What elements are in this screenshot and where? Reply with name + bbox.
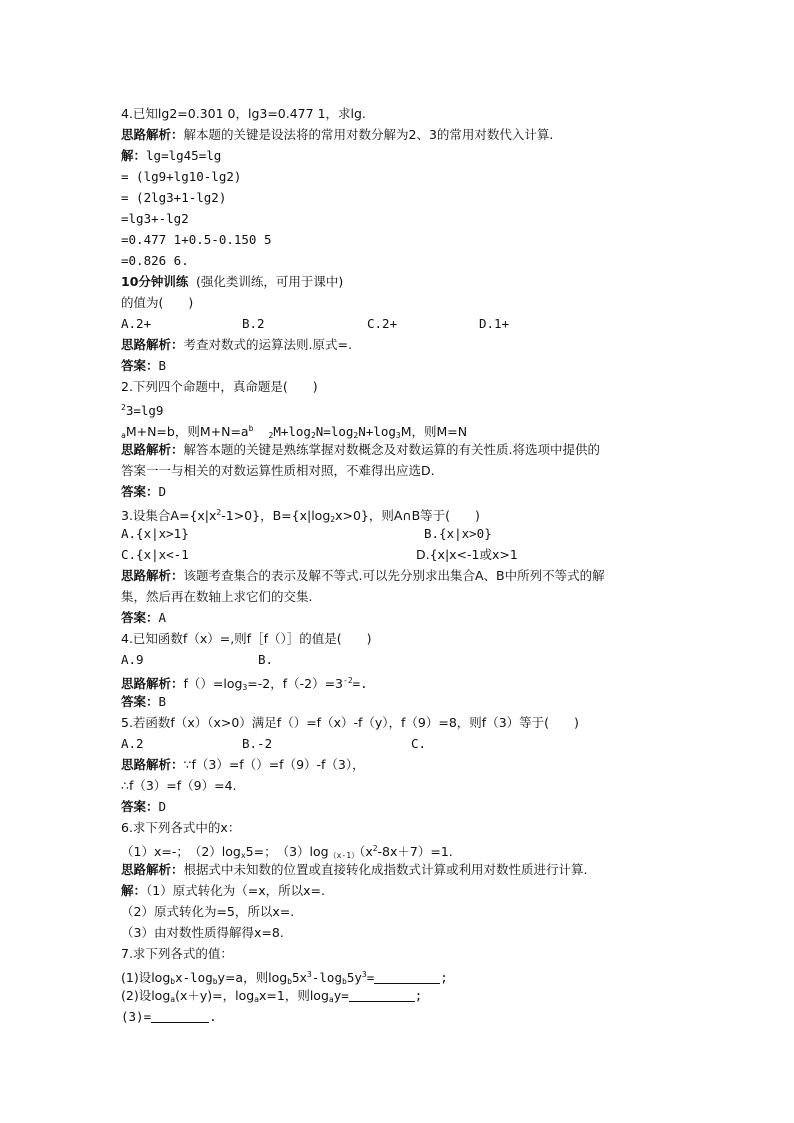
t4-analysis: 思路解析：$f()=\log_3=-2$，$f(-2)=3^{-2}=$.: [121, 676, 368, 692]
t1-analysis: 思路解析：考查对数式的运算法则.原式=.: [121, 337, 352, 352]
t4-problem: 4.已知函数f（x）=,则f［f（）］的值是( ): [121, 631, 372, 646]
t2-analysis-line-1: 思路解析：解答本题的关键是熟练掌握对数概念及对数运算的有关性质.将选项中提供的: [121, 442, 600, 457]
t6-solution-2: （2）原式转化为=5，所以x=.: [121, 904, 295, 919]
t3-analysis-line-1: 思路解析：该题考查集合的表示及解不等式.可以先分别求出集合A、B中所列不等式的解: [121, 568, 605, 583]
q4-solution-line-5: =0.477 1+0.5-0.150 5: [121, 232, 272, 247]
t6-problem: 6.求下列各式中的x：: [121, 820, 241, 835]
t1-answer: 答案：B: [121, 358, 167, 373]
answer-blank-1[interactable]: [374, 971, 440, 984]
q4-solution-line-2: = (lg9+lg10-lg2): [121, 169, 242, 184]
answer-blank-2[interactable]: [349, 989, 415, 1002]
q4-solution-line-6: =0.826 6.: [121, 253, 189, 268]
t5-answer: 答案：D: [121, 799, 167, 814]
q4-solution-line-1: 解：lg=lg45=lg: [121, 148, 222, 163]
t1-problem: 的值为( ): [121, 295, 194, 310]
t6-analysis: 思路解析：根据式中未知数的位置或直接转化成指数式计算或利用对数性质进行计算.: [121, 862, 588, 877]
t3-analysis-line-2: 集，然后再在数轴上求它们的交集.: [121, 589, 313, 604]
t6-solution-1: 解：（1）原式转化为（=x，所以x=.: [121, 883, 325, 898]
document-page: 4.已知lg2=0.301 0，lg3=0.477 1，求lg. 思路解析：解本题的关键是设法将的常用对数分解为2、3的常用对数代入计算. 解：lg=lg45=lg = (lg9+lg10-lg2) = (2lg3+1-lg2) =lg3+-lg2 =0.477 1+0.5-0.150 5 =0.826 6. 10分钟训练 (强化类训练，可用于课中) 的值为( ) A.2+ B.2 C.2+ D.1+ 思路解析：考查对数式的运算法则.原式=. 答案：B 2.下列四个命题中，真命题是( ) $^2$3=lg9 $_a$M+N=b，则$M+N=a^b$ $_2M+\log_2N=\log_2N+\log_3M$，则M=N 思路解析：解答本题的关键是熟练掌握对数概念及对数运算的有关性质.将选项中提供的 答案一一与相关的对数运算性质相对照，不难得出应选D. 答案：D 3.设集合$A=\{x|x^2-1>0\}$，$B=\{x|\log_2x>0\}$，则A∩B等于( ) A.{x|x>1} B.{x|x>0} C.{x|x<-1 D.{x|x<-1或x>1 思路解析：该题考查集合的表示及解不等式.可以先分别求出集合A、B中所列不等式的解 集，然后再在数轴上求它们的交集. 答案：A 4.已知函数f（x）=,则f［f（）］的值是( ) A.9 B. 思路解析：$f()=\log_3=-2$，$f(-2)=3^{-2}=$. 答案：B 5.若函数f（x）（x>0）满足f（）=f（x）-f（y），f（9）=8，则f（3）等于( ) A.2 B.-2 C. 思路解析：∵f（3）=f（）=f（9）-f（3）， ∴f（3）=f（9）=4. 答案：D 6.求下列各式中的x： （1）x=-； $(2)\log_x5=$； $(3)\log_{(x-1)}(x^2-8x+7)=1$. 思路解析：根据式中未知数的位置或直接转化成指数式计算或利用对数性质进行计算. 解：（1）原式转化为（=x，所以x=. （2）原式转化为=5，所以x=. （3）由对数性质得解得x=8. 7.求下列各式的值： (1)设$\log_bx-\log_by=a$，则$\log_b5x^3-\log_b5y^3=$ ; (2)设$\log_a(x+y)=$，$\log_ax=1$，则$\log_ay=$ ; (3)= .: [121, 106, 605, 1024]
t6-subproblems: （1）x=-； $(2)\log_x5=$； $(3)\log_{(x-1)}(x^2-8x+7)=1$.: [121, 844, 453, 860]
t7-problem: 7.求下列各式的值：: [121, 946, 233, 961]
t5-analysis-line-1: 思路解析：∵f（3）=f（）=f（9）-f（3），: [121, 757, 365, 772]
t7-part-3: (3)= .: [121, 1009, 217, 1024]
q4-solution-line-3: = (2lg3+1-lg2): [121, 190, 227, 205]
t2-problem: 2.下列四个命题中，真命题是( ): [121, 379, 318, 394]
t2-answer: 答案：D: [121, 484, 167, 499]
q4-analysis: 思路解析：解本题的关键是设法将的常用对数分解为2、3的常用对数代入计算.: [121, 127, 554, 142]
t2-option-line-2: $_a$M+N=b，则$M+N=a^b$ $_2M+\log_2N=\log_2N+\log_3M$，则M=N: [121, 424, 468, 440]
t5-analysis-line-2: ∴f（3）=f（9）=4.: [121, 778, 237, 793]
section-heading: 10分钟训练 (强化类训练，可用于课中): [121, 274, 344, 289]
q4-solution-line-4: =lg3+-lg2: [121, 211, 189, 226]
t7-part-2: (2)设$\log_a(x+y)=$，$\log_ax=1$，则$\log_ay=$ ;: [121, 988, 423, 1004]
t6-solution-3: （3）由对数性质得解得x=8.: [121, 925, 284, 940]
q4-problem: 4.已知lg2=0.301 0，lg3=0.477 1，求lg.: [121, 106, 366, 121]
t7-part-1: (1)设$\log_bx-\log_by=a$，则$\log_b5x^3-\log_b5y^3=$ ;: [121, 970, 448, 986]
t2-option-line-1: $^2$3=lg9: [121, 403, 164, 418]
t4-answer: 答案：B: [121, 694, 167, 709]
t3-problem: 3.设集合$A=\{x|x^2-1>0\}$，$B=\{x|\log_2x>0\}$，则A∩B等于( ): [121, 508, 480, 524]
t5-problem: 5.若函数f（x）（x>0）满足f（）=f（x）-f（y），f（9）=8，则f（3）等于( ): [121, 715, 579, 730]
answer-blank-3[interactable]: [151, 1010, 209, 1023]
t3-answer: 答案：A: [121, 610, 167, 625]
t2-analysis-line-2: 答案一一与相关的对数运算性质相对照，不难得出应选D.: [121, 463, 435, 478]
